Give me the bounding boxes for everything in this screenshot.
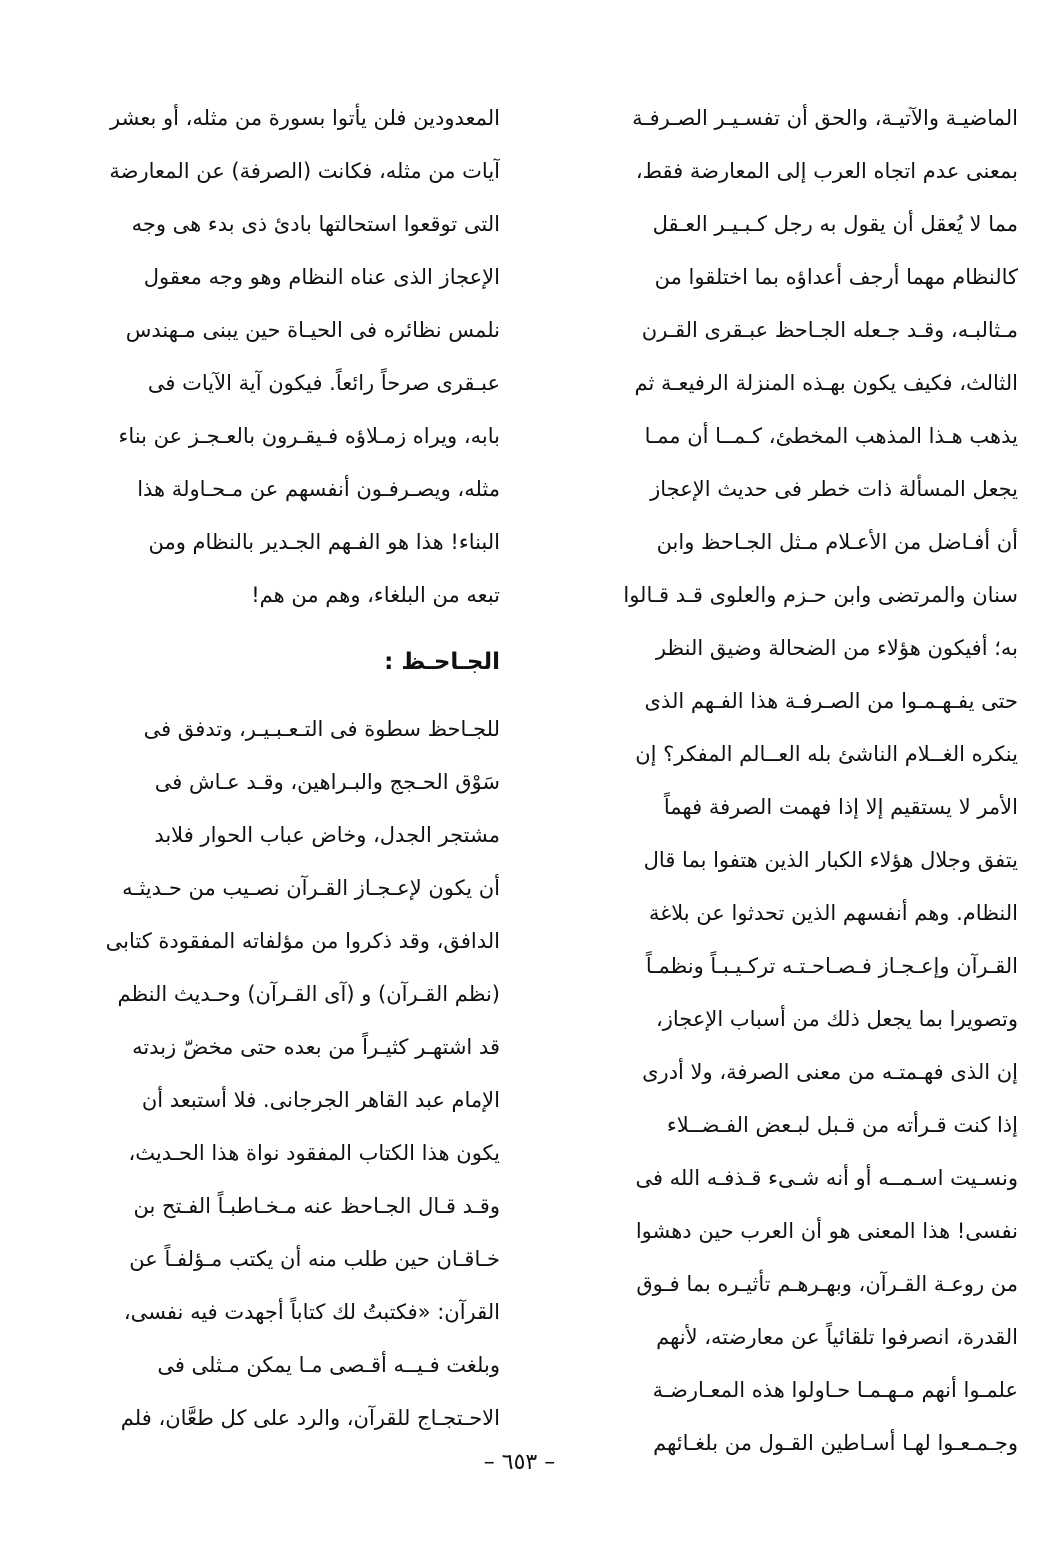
text-line: قد اشتهـر كثيـراً من بعده حتى مخضّ زبدته bbox=[132, 1035, 500, 1059]
left-column-bottom-text bbox=[20, 703, 500, 1445]
text-line: يتفق وجلال هؤلاء الكبار الذين هتفوا بما قال bbox=[643, 848, 1018, 872]
text-line: به؛ أفيكون هؤلاء من الضحالة وضيق النظر bbox=[655, 636, 1018, 660]
text-line: حتى يفـهـمـوا من الصـرفـة هذا الفـهم الذى bbox=[644, 689, 1018, 713]
text-line: ونسـيت اسـمــه أو أنه شـىء قـذفـه الله فى bbox=[635, 1166, 1018, 1190]
text-line: القرآن: «فكتبتُ لك كتاباً أجهدت فيه نفسى، bbox=[123, 1300, 500, 1324]
text-line: خـاقـان حين طلب منه أن يكتب مـؤلفـاً عن bbox=[129, 1247, 500, 1271]
text-line: مثله، ويصـرفـون أنفسهم عن مـحـاولة هذا bbox=[137, 477, 500, 501]
text-line: الإمام عبد القاهر الجرجانى. فلا أستبعد أن bbox=[141, 1088, 500, 1112]
text-line: يذهب هـذا المذهب المخطئ، كـمــا أن ممـا bbox=[644, 424, 1018, 448]
text-line: التى توقعوا استحالتها بادئ ذى بدء هى وجه bbox=[131, 212, 500, 236]
text-line: القـرآن وإعـجـاز فـصـاحـتـه تركـيـبـاً ونظمـاً bbox=[645, 954, 1018, 978]
text-line: آيات من مثله، فكانت (الصرفة) عن المعارضة bbox=[109, 159, 500, 183]
text-line: تبعه من البلغاء، وهم من هم! bbox=[251, 583, 500, 607]
page-number: – ٦٥٣ – bbox=[483, 1450, 556, 1475]
text-line: أن يكون لإعـجـاز القـرآن نصـيب من حـديثـه bbox=[122, 876, 500, 900]
text-line: نلمس نظائره فى الحيـاة حين يبنى مـهندس bbox=[125, 318, 500, 342]
section-heading-jahiz: الجـاحـظ : bbox=[384, 649, 500, 675]
text-line: الاحـتجـاج للقرآن، والرد على كل طعَّان، فلم bbox=[120, 1406, 500, 1430]
text-line: مما لا يُعقل أن يقول به رجل كـبـيـر العـقل bbox=[652, 212, 1018, 236]
text-line: مـثالبـه، وقـد جـعله الجـاحظ عبـقرى القـرن bbox=[641, 318, 1018, 342]
text-line: بابه، ويراه زمـلاؤه فـيقـرون بالعـجـز عن بناء bbox=[118, 424, 500, 448]
text-line: وجـمـعـوا لهـا أسـاطين القـول من بلغـائهم bbox=[653, 1431, 1018, 1455]
text-line: يكون هذا الكتاب المفقود نواة هذا الحـديث، bbox=[128, 1141, 500, 1165]
text-line: البناء! هذا هو الفـهم الجـدير بالنظام ومن bbox=[148, 530, 500, 554]
text-line: الدافق، وقد ذكروا من مؤلفاته المفقودة كتابى bbox=[105, 929, 500, 953]
text-line: الإعجاز الذى عناه النظام وهو وجه معقول bbox=[143, 265, 500, 289]
text-line: مشتجر الجدل، وخاض عباب الحوار فلابد bbox=[154, 823, 500, 847]
text-line: إذا كنت قـرأته من قـبل لبـعض الفـضــلاء bbox=[666, 1113, 1018, 1137]
right-column bbox=[518, 92, 1018, 1470]
text-line: (نظم القـرآن) و (آى القـرآن) وحـديث النظم bbox=[117, 982, 500, 1006]
text-line: الماضيـة والآتيـة، والحق أن تفسـيـر الصـرفـة bbox=[632, 106, 1018, 130]
text-line: المعدودين فلن يأتوا بسورة من مثله، أو بعشر bbox=[110, 106, 500, 130]
text-line: عبـقرى صرحاً رائعاً. فيكون آية الآيات فى bbox=[147, 371, 500, 395]
text-line: للجـاحظ سطوة فى التـعـبـيـر، وتدفق فى bbox=[143, 717, 500, 741]
text-line: بمعنى عدم اتجاه العرب إلى المعارضة فقط، bbox=[635, 159, 1018, 183]
text-line: أن أفـاضل من الأعـلام مـثل الجـاحظ وابن bbox=[656, 530, 1018, 554]
text-line: ينكره الغــلام الناشئ بله العــالم المفكر؟ إن bbox=[635, 742, 1018, 766]
text-line: وبلغت فـيــه أقـصى مـا يمكن مـثلى فى bbox=[157, 1353, 500, 1377]
text-line: كالنظام مهما أرجف أعداؤه بما اختلقوا من bbox=[654, 265, 1018, 289]
text-line: سَوْق الحـجج والبـراهين، وقـد عـاش فى bbox=[154, 770, 500, 794]
left-column bbox=[20, 92, 500, 1445]
text-line: علمـوا أنهم مـهـمـا حـاولوا هذه المعـارضـة bbox=[652, 1378, 1018, 1402]
text-line: القدرة، انصرفوا تلقائياً عن معارضته، لأنهم bbox=[656, 1325, 1018, 1349]
text-line: وقـد قـال الجـاحظ عنه مـخـاطبـاً الفـتح بن bbox=[133, 1194, 500, 1218]
text-line: يجعل المسألة ذات خطر فى حديث الإعجاز bbox=[650, 477, 1018, 501]
text-line: وتصويرا بما يجعل ذلك من أسباب الإعجاز، bbox=[655, 1007, 1018, 1031]
text-line: الثالث، فكيف يكون بهـذه المنزلة الرفيعـة ثم bbox=[634, 371, 1018, 395]
text-line: سنان والمرتضى وابن حـزم والعلوى قـد قـالوا bbox=[623, 583, 1018, 607]
text-line: نفسى! هذا المعنى هو أن العرب حين دهشوا bbox=[635, 1219, 1018, 1243]
text-line: من روعـة القـرآن، وبهـرهـم تأثيـره بما فـوق bbox=[636, 1272, 1018, 1296]
text-line: إن الذى فهـمتـه من معنى الصرفة، ولا أدرى bbox=[642, 1060, 1018, 1084]
left-column-top-text bbox=[20, 92, 500, 622]
text-line: الأمر لا يستقيم إلا إذا فهمت الصرفة فهماً bbox=[663, 795, 1018, 819]
text-line: النظام. وهم أنفسهم الذين تحدثوا عن بلاغة bbox=[649, 901, 1018, 925]
